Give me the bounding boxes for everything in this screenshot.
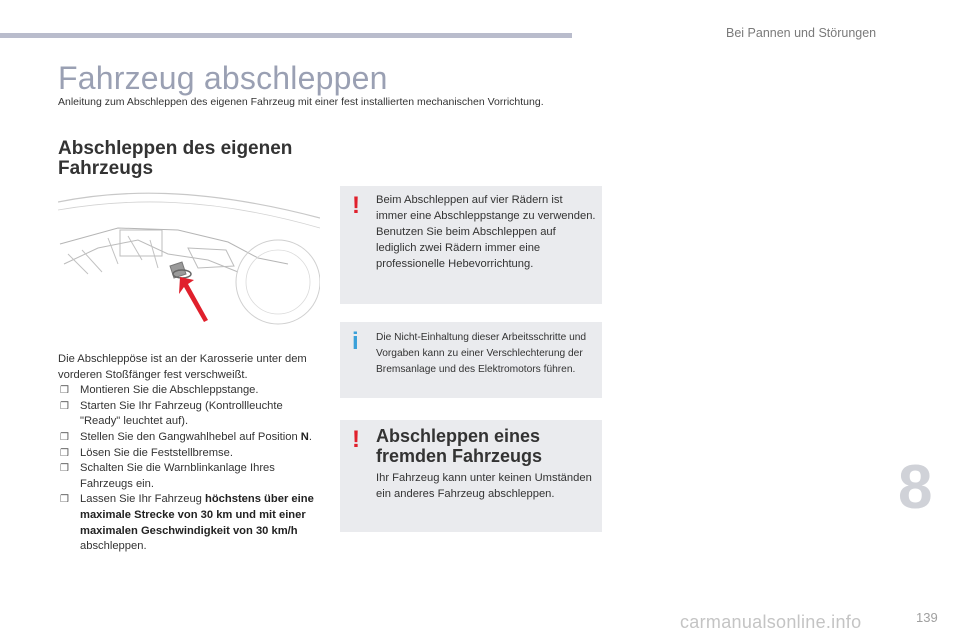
list-item: ❒ Starten Sie Ihr Fahrzeug (Kontrollleuchte "Ready" leuchtet auf). <box>60 399 283 428</box>
instructions-text <box>58 352 320 555</box>
towing-eye-illustration <box>58 184 320 326</box>
list-item: ❒ Montieren Sie die Abschleppstange. <box>58 383 320 399</box>
list-item: ❒ Lösen Sie die Feststellbremse. <box>58 446 320 462</box>
list-item: ❒ Stellen Sie den Gangwahlhebel auf Position N. <box>58 430 320 446</box>
warning-text: Beim Abschleppen auf vier Rädern ist immer eine Abschleppstange zu verwenden. Benutzen Sie beim Abschleppen auf lediglich zwei Rädern immer eine professionelle Hebevorrichtung. <box>376 194 596 270</box>
other-vehicle-text: Ihr Fahrzeug kann unter keinen Umständen ein anderes Fahrzeug abschleppen. <box>376 472 592 500</box>
checkbox-bullet-icon: ❒ <box>60 431 69 443</box>
watermark: carmanualsonline.info <box>680 612 862 632</box>
section-title-own-vehicle: Abschleppen des eigenen Fahrzeugs <box>58 138 293 179</box>
warning-box-four-wheels <box>340 186 602 304</box>
page-subtitle: Anleitung zum Abschleppen des eigenen Fahrzeug mit einer fest installierten mechanischen Vorrichtung. <box>58 96 544 108</box>
checkbox-bullet-icon: ❒ <box>60 385 69 397</box>
warning-exclamation-icon: ! <box>352 192 360 219</box>
checkbox-bullet-icon: ❒ <box>60 400 69 412</box>
warning-exclamation-icon: ! <box>352 426 360 453</box>
header-rule <box>0 33 572 38</box>
section-header: Bei Pannen und Störungen <box>726 26 877 40</box>
list-item: ❒ Schalten Sie die Warnblinkanlage Ihres Fahrzeugs ein. <box>60 462 275 490</box>
list-item: ❒ Lassen Sie Ihr Fahrzeug höchstens über eine maximale Strecke von 30 km und mit einer maximalen Geschwindigkeit von 30 km/h abschleppen. <box>60 493 314 553</box>
section-title-other-vehicle: Abschleppen eines fremden Fahrzeugs <box>376 426 543 466</box>
checkbox-bullet-icon: ❒ <box>60 447 69 459</box>
page-title: Fahrzeug abschleppen <box>58 60 388 96</box>
info-icon: i <box>352 328 359 355</box>
intro-text: Die Abschleppöse ist an der Karosserie unter dem vorderen Stoßfänger fest verschweißt. <box>58 353 307 381</box>
warning-box-other-vehicle <box>340 420 602 532</box>
checkbox-bullet-icon: ❒ <box>60 463 69 475</box>
checkbox-bullet-icon: ❒ <box>60 494 69 506</box>
page-number: 139 <box>916 610 938 625</box>
steps-list <box>58 383 320 555</box>
info-text: Die Nicht-Einhaltung dieser Arbeitsschritte und Vorgaben kann zu einer Verschlechterung der Bremsanlage und des Elektromotors führen. <box>376 332 587 375</box>
info-box <box>340 322 602 398</box>
chapter-number: 8 <box>898 453 933 522</box>
